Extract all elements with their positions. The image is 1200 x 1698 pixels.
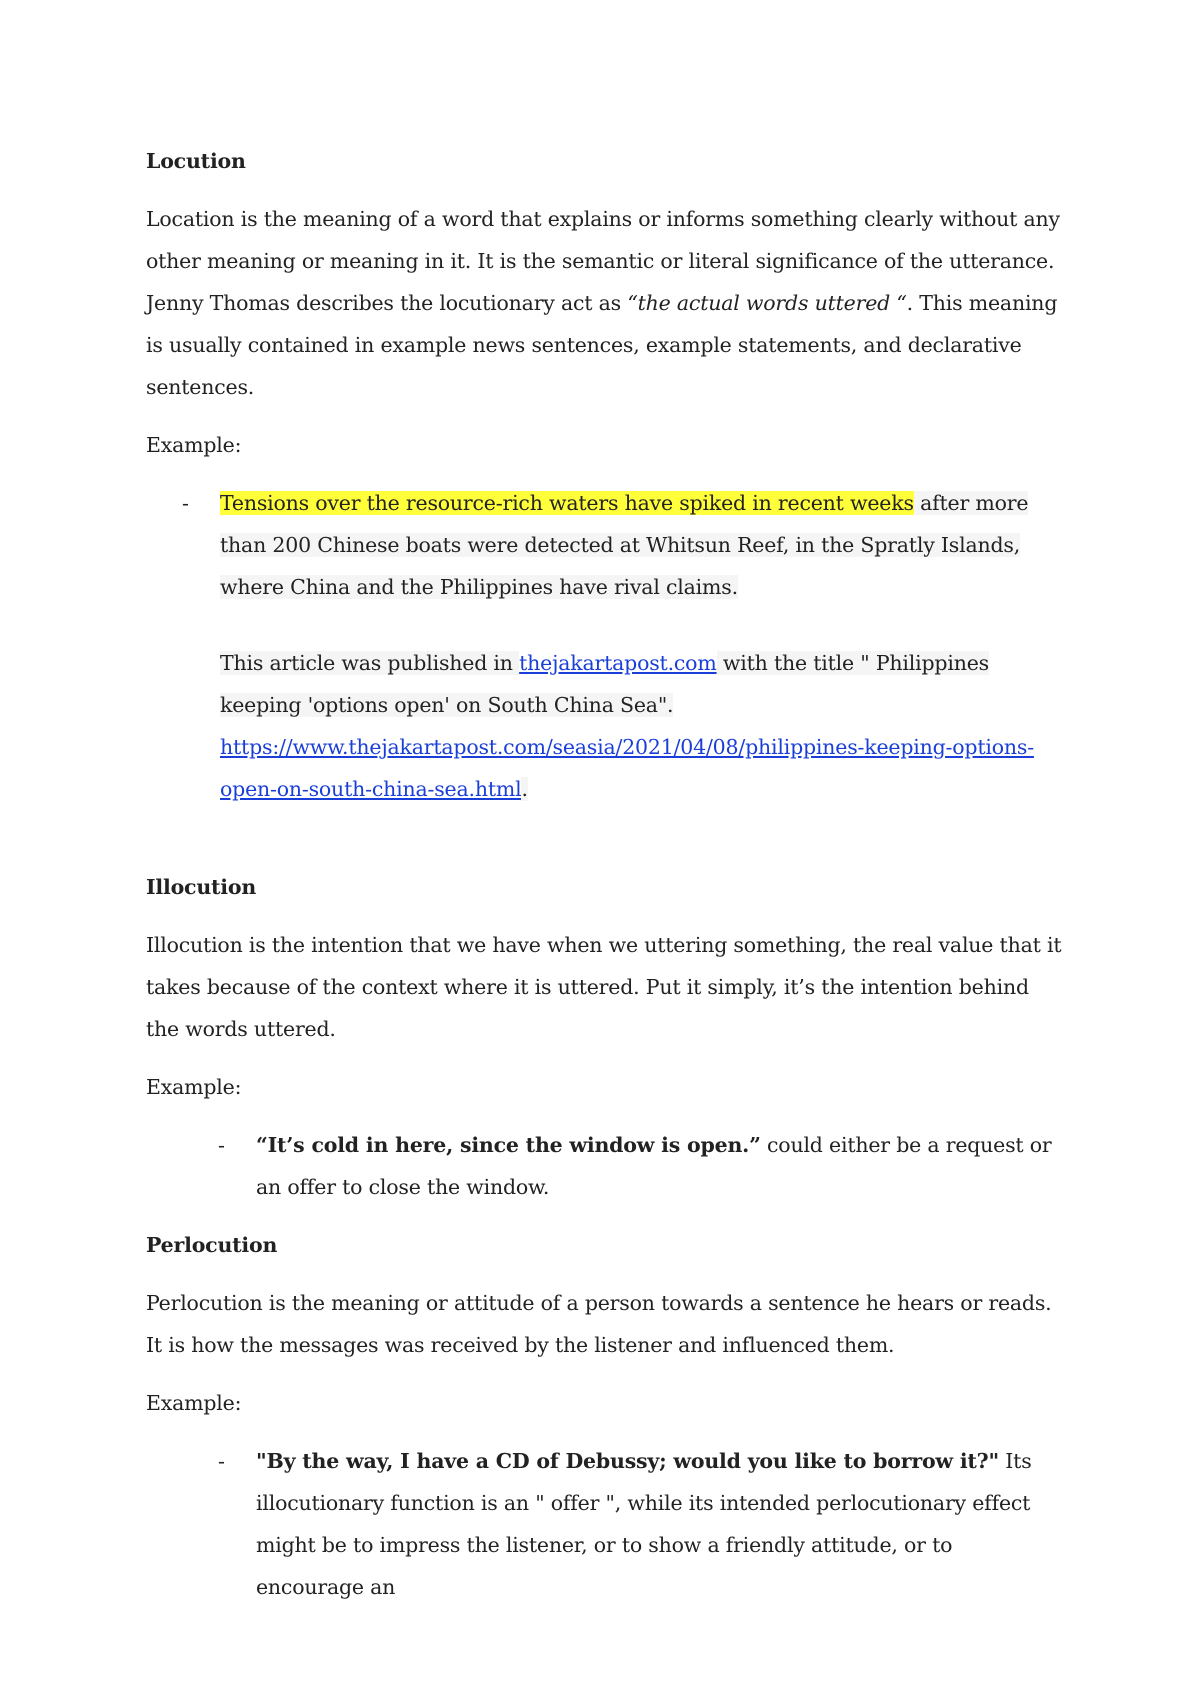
- source-text-2: with the title " Philippines keeping 'options open' on South China Sea".: [220, 651, 989, 717]
- source-link[interactable]: thejakartapost.com: [519, 651, 717, 675]
- section-heading-perlocution: Perlocution: [146, 1233, 278, 1257]
- illocution-example-text: could either be a request or an offer to close the window.: [256, 1133, 1052, 1199]
- bullet-dash: -: [182, 491, 189, 515]
- locution-paragraph-text-1: Location is the meaning of a word that explains or informs something clearly without any other meaning or meaning in it. It is the semantic or literal significance of the utterance. Jenny Thomas describes the locutionary act as: [146, 207, 1060, 315]
- article-url-link[interactable]: https://www.thejakartapost.com/seasia/2021/04/08/philippines-keeping-options-open-on-south-china-sea.html: [220, 735, 1034, 801]
- url-period: .: [521, 777, 528, 801]
- perlocution-bold-quote: "By the way, I have a CD of Debussy; would you like to borrow it?": [256, 1449, 999, 1473]
- source-citation: [220, 642, 1066, 810]
- perlocution-example-text: Its illocutionary function is an " offer ", while its intended perlocutionary effect might be to impress the listener, or to show a friendly attitude, or to encourage an: [256, 1449, 1032, 1599]
- locution-quote: “the actual words uttered “: [627, 291, 907, 315]
- section-heading-locution: Locution: [146, 149, 246, 173]
- illocution-example-item: [146, 1124, 1066, 1208]
- document-content: [146, 140, 1066, 1608]
- locution-example-item: [146, 482, 1066, 810]
- section-heading-illocution: Illocution: [146, 875, 257, 899]
- illocution-paragraph: Illocution is the intention that we have when we uttering something, the real value that it takes because of the context where it is uttered. Put it simply, it’s the intention behind the words uttered.: [146, 933, 1062, 1041]
- locution-paragraph: [146, 198, 1066, 408]
- perlocution-paragraph: Perlocution is the meaning or attitude of a person towards a sentence he hears or reads. It is how the messages was received by the listener and influenced them.: [146, 1291, 1052, 1357]
- source-text-1: This article was published in: [220, 651, 520, 675]
- highlighted-text: Tensions over the resource-rich waters have spiked in recent weeks: [220, 491, 914, 515]
- illocution-bold-quote: “It’s cold in here, since the window is open.”: [256, 1133, 761, 1157]
- perlocution-example-label: Example:: [146, 1391, 242, 1415]
- locution-paragraph-text-2: . This meaning is usually contained in example news sentences, example statements, and declarative sentences.: [146, 291, 1058, 399]
- bullet-dash: -: [218, 1133, 225, 1157]
- perlocution-example-item: [146, 1440, 1066, 1608]
- locution-example-label: Example:: [146, 433, 242, 457]
- illocution-example-label: Example:: [146, 1075, 242, 1099]
- locution-example-text: after more than 200 Chinese boats were detected at Whitsun Reef, in the Spratly Islands, where China and the Philippines have rival claims.: [220, 491, 1029, 599]
- bullet-dash: -: [218, 1449, 225, 1473]
